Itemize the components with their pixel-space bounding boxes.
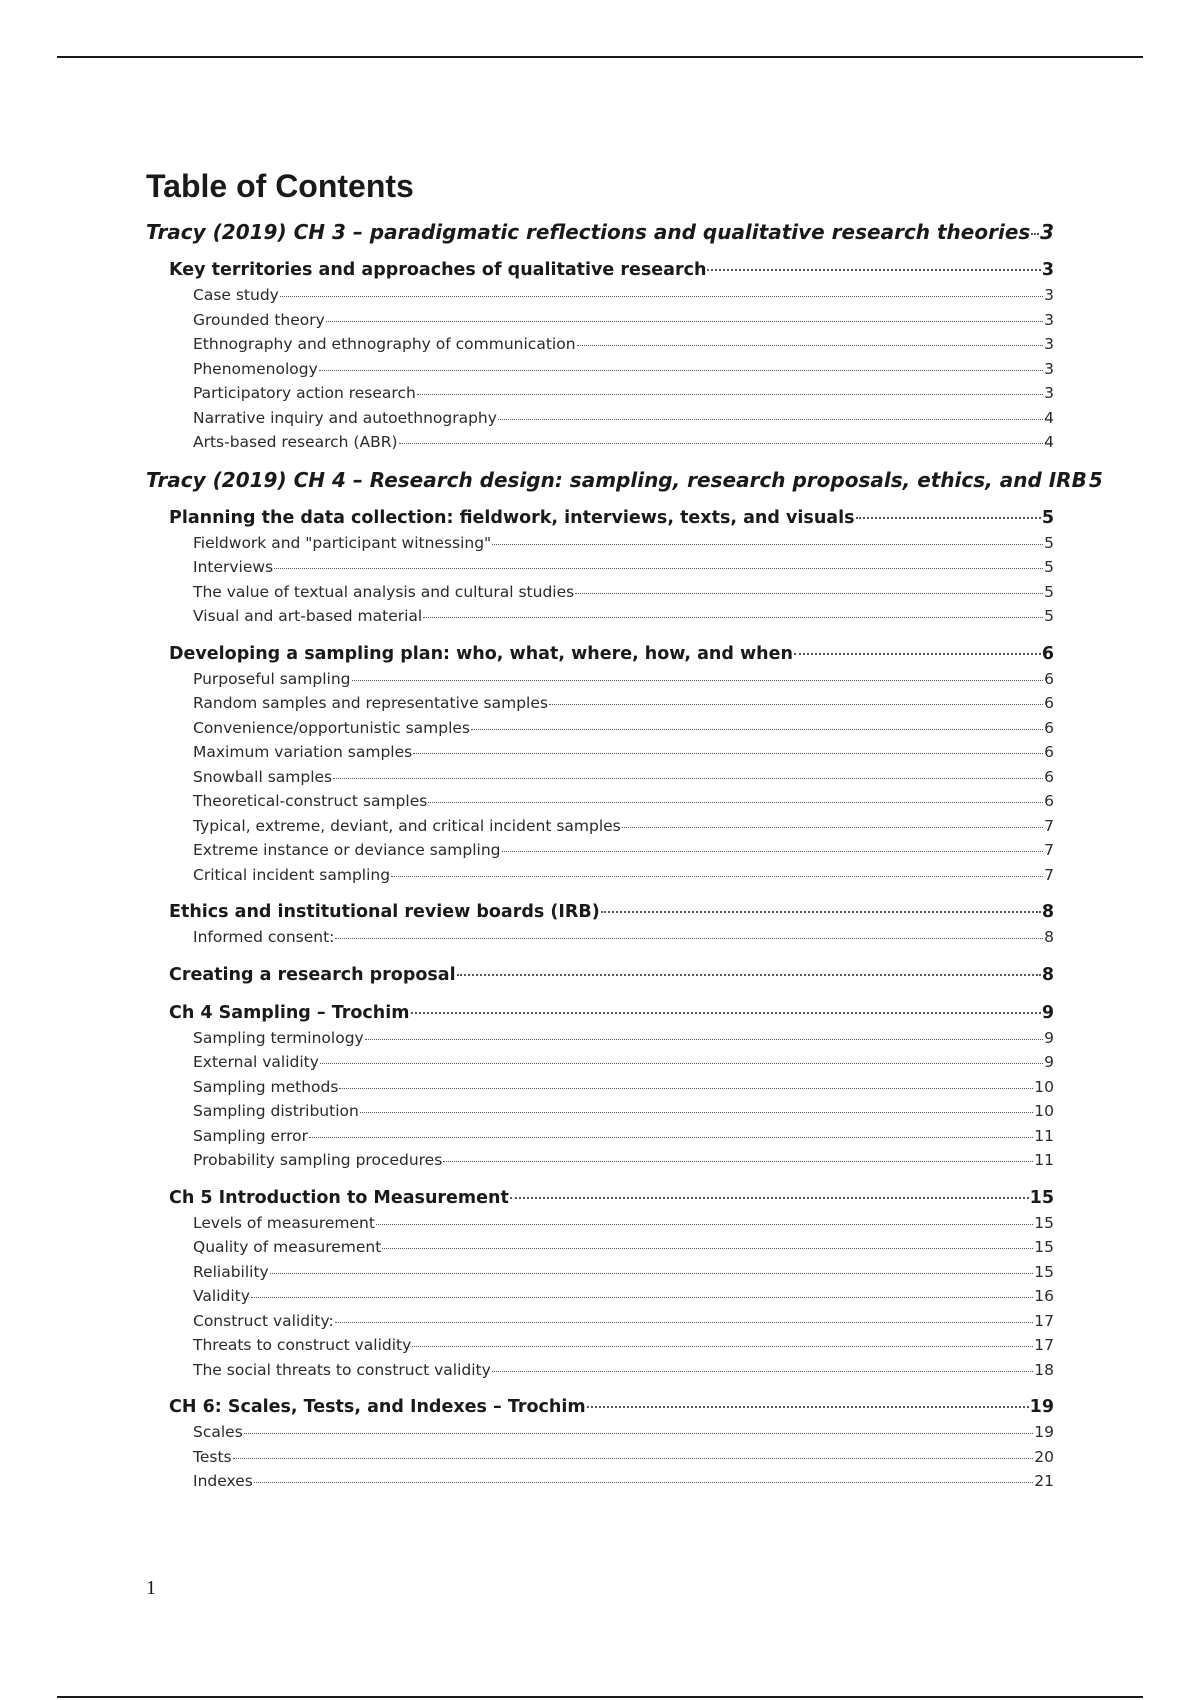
toc-entry-page: 7 — [1044, 865, 1054, 884]
toc-entry-page: 4 — [1044, 433, 1054, 451]
toc-leader-dots — [376, 1224, 1033, 1225]
toc-entry-title: Sampling terminology — [193, 1028, 364, 1047]
toc-entry-title: Scales — [193, 1423, 243, 1441]
toc-leader-dots — [270, 1273, 1034, 1274]
page-number: 1 — [146, 1577, 156, 1599]
toc-leader-dots — [352, 680, 1044, 681]
toc-entry-title: Typical, extreme, deviant, and critical incident samples — [193, 816, 621, 835]
toc-entry-title: Reliability — [193, 1262, 269, 1281]
toc-entry-title: Sampling methods — [193, 1077, 339, 1096]
toc-subsection-entry[interactable] — [146, 667, 1054, 692]
toc-entry-page: 8 — [1041, 964, 1054, 985]
toc-section-entry[interactable] — [146, 1000, 1054, 1026]
toc-leader-dots — [502, 851, 1044, 852]
toc-entry-page: 8 — [1044, 928, 1054, 946]
toc-entry-page: 19 — [1034, 1423, 1054, 1441]
toc-entry-page: 6 — [1044, 767, 1054, 786]
toc-chapter-entry[interactable] — [146, 219, 1054, 245]
toc-entry-title: Ethnography and ethnography of communication — [193, 335, 576, 353]
toc-entry-title: Maximum variation samples — [193, 743, 413, 761]
toc-entry-page: 3 — [1044, 384, 1054, 402]
toc-leader-dots — [587, 1406, 1029, 1408]
toc-leader-dots — [492, 1371, 1033, 1372]
toc-entry-title: Probability sampling procedures — [193, 1151, 443, 1169]
toc-subsection-entry[interactable] — [146, 925, 1054, 950]
toc-entry-page: 15 — [1034, 1238, 1054, 1256]
toc-subsection-entry[interactable] — [146, 1050, 1054, 1075]
toc-subsection-entry[interactable] — [146, 1284, 1054, 1309]
toc-leader-dots — [333, 778, 1043, 779]
toc-entry-page: 10 — [1034, 1102, 1054, 1120]
toc-leader-dots — [233, 1458, 1034, 1459]
toc-entry-title: Theoretical-construct samples — [193, 792, 428, 810]
toc-leader-dots — [498, 419, 1043, 420]
toc-entry-page: 10 — [1034, 1077, 1054, 1096]
toc-entry-page: 11 — [1034, 1151, 1054, 1169]
toc-subsection-entry[interactable] — [146, 1235, 1054, 1260]
toc-leader-dots — [254, 1482, 1033, 1483]
toc-subsection-entry[interactable] — [146, 357, 1054, 382]
toc-subsection-entry[interactable] — [146, 1309, 1054, 1334]
toc-entry-page: 9 — [1044, 1028, 1054, 1047]
toc-leader-dots — [428, 802, 1043, 803]
toc-subsection-entry[interactable] — [146, 765, 1054, 790]
toc-entry-title: The social threats to construct validity — [193, 1360, 491, 1379]
toc-leader-dots — [251, 1297, 1033, 1298]
toc-title: Table of Contents — [146, 168, 414, 204]
toc-leader-dots — [244, 1433, 1033, 1434]
toc-entry-title: Developing a sampling plan: who, what, where, how, and when — [169, 643, 793, 664]
toc-leader-dots — [601, 911, 1041, 913]
toc-leader-dots — [510, 1197, 1029, 1199]
toc-section-entry[interactable] — [146, 1185, 1054, 1211]
toc-entry-page: 6 — [1044, 694, 1054, 712]
toc-subsection-entry[interactable] — [146, 716, 1054, 741]
toc-leader-dots — [492, 544, 1043, 545]
toc-entry-title: Indexes — [193, 1472, 253, 1490]
toc-subsection-entry[interactable] — [146, 814, 1054, 839]
toc-entry-page: 3 — [1041, 260, 1054, 280]
toc-subsection-entry[interactable] — [146, 1445, 1054, 1470]
toc-entry-page: 7 — [1044, 816, 1054, 835]
toc-entry-title: Random samples and representative samples — [193, 694, 548, 712]
toc-entry-page: 5 — [1088, 467, 1103, 492]
toc-entry-title: Visual and art-based material — [193, 607, 423, 625]
toc-entry-page: 15 — [1029, 1187, 1054, 1208]
toc-subsection-entry[interactable] — [146, 789, 1054, 814]
toc-entry-title: Narrative inquiry and autoethnography — [193, 408, 497, 427]
toc-entry-page: 3 — [1044, 359, 1054, 378]
toc-entry-title: Arts-based research (ABR) — [193, 433, 398, 451]
toc-leader-dots — [360, 1112, 1033, 1113]
toc-section-entry[interactable] — [146, 641, 1054, 667]
footer-rule — [57, 1696, 1143, 1698]
toc-leader-dots — [319, 370, 1043, 371]
toc-subsection-entry[interactable] — [146, 1099, 1054, 1124]
toc-subsection-entry[interactable] — [146, 308, 1054, 333]
toc-entry-page: 3 — [1040, 220, 1054, 244]
toc-entry-page: 17 — [1034, 1336, 1054, 1354]
toc-entry-page: 6 — [1044, 743, 1054, 761]
toc-entry-title: External validity — [193, 1053, 319, 1071]
toc-entry-title: Sampling error — [193, 1126, 309, 1145]
toc-entry-page: 15 — [1034, 1262, 1054, 1281]
toc-leader-dots — [309, 1137, 1033, 1138]
toc-entry-title: Case study — [193, 286, 279, 304]
toc-leader-dots — [417, 394, 1043, 395]
toc-leader-dots — [412, 1346, 1033, 1347]
toc-subsection-entry[interactable] — [146, 863, 1054, 888]
toc-subsection-entry[interactable] — [146, 1260, 1054, 1285]
toc-leader-dots — [622, 827, 1043, 828]
toc-entry-title: Tracy (2019) CH 4 – Research design: sampling, research proposals, ethics, and IRB — [146, 467, 1087, 492]
toc-entry-title: Levels of measurement — [193, 1213, 375, 1232]
toc-entry-page: 6 — [1044, 669, 1054, 688]
toc-entry-page: 19 — [1029, 1397, 1054, 1417]
toc-leader-dots — [411, 1012, 1041, 1014]
toc-entry-page: 20 — [1034, 1447, 1054, 1466]
toc-leader-dots — [457, 974, 1041, 976]
toc-leader-dots — [335, 938, 1043, 939]
toc-leader-dots — [280, 296, 1043, 297]
toc-entry-title: Validity — [193, 1287, 250, 1305]
toc-entry-page: 8 — [1041, 902, 1054, 922]
toc-leader-dots — [443, 1161, 1033, 1162]
toc-entry-title: Tests — [193, 1447, 232, 1466]
toc-leader-dots — [335, 1322, 1033, 1323]
toc-entry-title: Planning the data collection: fieldwork, interviews, texts, and visuals — [169, 507, 855, 528]
toc-entry-page: 15 — [1034, 1213, 1054, 1232]
toc-subsection-entry[interactable] — [146, 838, 1054, 863]
toc-entry-title: Critical incident sampling — [193, 865, 391, 884]
toc-subsection-entry[interactable] — [146, 604, 1054, 629]
toc-entry-page: 6 — [1044, 792, 1054, 810]
toc-entry-title: Tracy (2019) CH 3 – paradigmatic reflections and qualitative research theories — [146, 220, 1031, 244]
toc-subsection-entry[interactable] — [146, 531, 1054, 556]
toc-leader-dots — [320, 1063, 1043, 1064]
toc-entry-title: Snowball samples — [193, 767, 333, 786]
toc-entry-title: CH 6: Scales, Tests, and Indexes – Trochim — [169, 1397, 586, 1417]
toc-subsection-entry[interactable] — [146, 406, 1054, 431]
toc-subsection-entry[interactable] — [146, 283, 1054, 308]
toc-entry-title: Participatory action research — [193, 384, 416, 402]
toc-leader-dots — [471, 729, 1043, 730]
toc-entry-title: Convenience/opportunistic samples — [193, 718, 470, 737]
toc-subsection-entry[interactable] — [146, 381, 1054, 406]
toc-entry-page: 5 — [1044, 607, 1054, 625]
toc-entry-title: Ch 4 Sampling – Trochim — [169, 1002, 410, 1023]
toc-leader-dots — [1031, 233, 1039, 235]
toc-entry-page: 9 — [1044, 1053, 1054, 1071]
toc-entry-title: Ch 5 Introduction to Measurement — [169, 1187, 509, 1208]
toc-entry-page: 6 — [1041, 643, 1054, 664]
toc-subsection-entry[interactable] — [146, 1148, 1054, 1173]
toc-entry-title: Interviews — [193, 558, 274, 576]
toc-leader-dots — [577, 345, 1044, 346]
toc-subsection-entry[interactable] — [146, 1420, 1054, 1445]
toc-entry-title: Purposeful sampling — [193, 669, 351, 688]
toc-entry-title: Fieldwork and "participant witnessing" — [193, 533, 492, 552]
toc-subsection-entry[interactable] — [146, 580, 1054, 605]
toc-entry-title: Grounded theory — [193, 310, 325, 329]
toc-subsection-entry[interactable] — [146, 430, 1054, 455]
toc-entry-title: Informed consent: — [193, 928, 335, 946]
toc-leader-dots — [794, 653, 1041, 655]
toc-section-entry[interactable] — [146, 1394, 1054, 1420]
toc-leader-dots — [549, 704, 1043, 705]
toc-entry-title: Construct validity: — [193, 1311, 334, 1330]
toc-entry-page: 9 — [1041, 1002, 1054, 1023]
toc-leader-dots — [399, 443, 1044, 444]
toc-section-entry[interactable] — [146, 505, 1054, 531]
toc-section-entry[interactable] — [146, 962, 1054, 988]
toc-entry-page: 4 — [1044, 408, 1054, 427]
toc-subsection-entry[interactable] — [146, 555, 1054, 580]
toc-leader-dots — [423, 617, 1043, 618]
toc-entry-page: 3 — [1044, 286, 1054, 304]
toc-entry-title: Key territories and approaches of qualitative research — [169, 260, 707, 280]
toc-entry-page: 18 — [1034, 1360, 1054, 1379]
toc-entry-title: Threats to construct validity — [193, 1336, 412, 1354]
toc-leader-dots — [326, 321, 1043, 322]
toc-entry-title: Extreme instance or deviance sampling — [193, 841, 501, 859]
toc-subsection-entry[interactable] — [146, 1075, 1054, 1100]
toc-leader-dots — [707, 269, 1040, 271]
toc-leader-dots — [382, 1248, 1033, 1249]
toc-entry-page: 3 — [1044, 335, 1054, 353]
toc-entry-page: 3 — [1044, 310, 1054, 329]
toc-leader-dots — [365, 1039, 1043, 1040]
toc-section-entry[interactable] — [146, 899, 1054, 925]
toc-entry-page: 5 — [1044, 558, 1054, 576]
toc-entry-title: Creating a research proposal — [169, 964, 456, 985]
toc-subsection-entry[interactable] — [146, 1333, 1054, 1358]
toc-entry-page: 7 — [1044, 841, 1054, 859]
toc-entry-title: Phenomenology — [193, 359, 318, 378]
toc-subsection-entry[interactable] — [146, 332, 1054, 357]
toc-entry-page: 21 — [1034, 1472, 1054, 1490]
toc-section-entry[interactable] — [146, 257, 1054, 283]
toc-entry-page: 5 — [1044, 582, 1054, 601]
toc-subsection-entry[interactable] — [146, 740, 1054, 765]
toc-subsection-entry[interactable] — [146, 1124, 1054, 1149]
toc-leader-dots — [391, 876, 1043, 877]
toc-entry-page: 16 — [1034, 1287, 1054, 1305]
toc-leader-dots — [274, 568, 1043, 569]
toc-entry-title: Sampling distribution — [193, 1102, 359, 1120]
toc-entry-title: Ethics and institutional review boards (IRB) — [169, 902, 600, 922]
toc-leader-dots — [856, 517, 1041, 519]
toc-chapter-entry[interactable] — [146, 467, 1103, 493]
toc-leader-dots — [339, 1088, 1033, 1089]
toc-leader-dots — [575, 593, 1043, 594]
toc-entry-page: 17 — [1034, 1311, 1054, 1330]
toc-leader-dots — [413, 753, 1043, 754]
toc-entry-page: 6 — [1044, 718, 1054, 737]
toc-entry-title: The value of textual analysis and cultural studies — [193, 582, 575, 601]
toc-subsection-entry[interactable] — [146, 1026, 1054, 1051]
toc-subsection-entry[interactable] — [146, 1358, 1054, 1383]
toc-entry-page: 5 — [1044, 533, 1054, 552]
toc-entry-title: Quality of measurement — [193, 1238, 382, 1256]
table-of-contents — [146, 219, 1103, 1494]
header-rule — [57, 56, 1143, 58]
toc-entry-page: 5 — [1041, 507, 1054, 528]
toc-subsection-entry[interactable] — [146, 1469, 1054, 1494]
toc-entry-page: 11 — [1034, 1126, 1054, 1145]
toc-subsection-entry[interactable] — [146, 691, 1054, 716]
toc-subsection-entry[interactable] — [146, 1211, 1054, 1236]
